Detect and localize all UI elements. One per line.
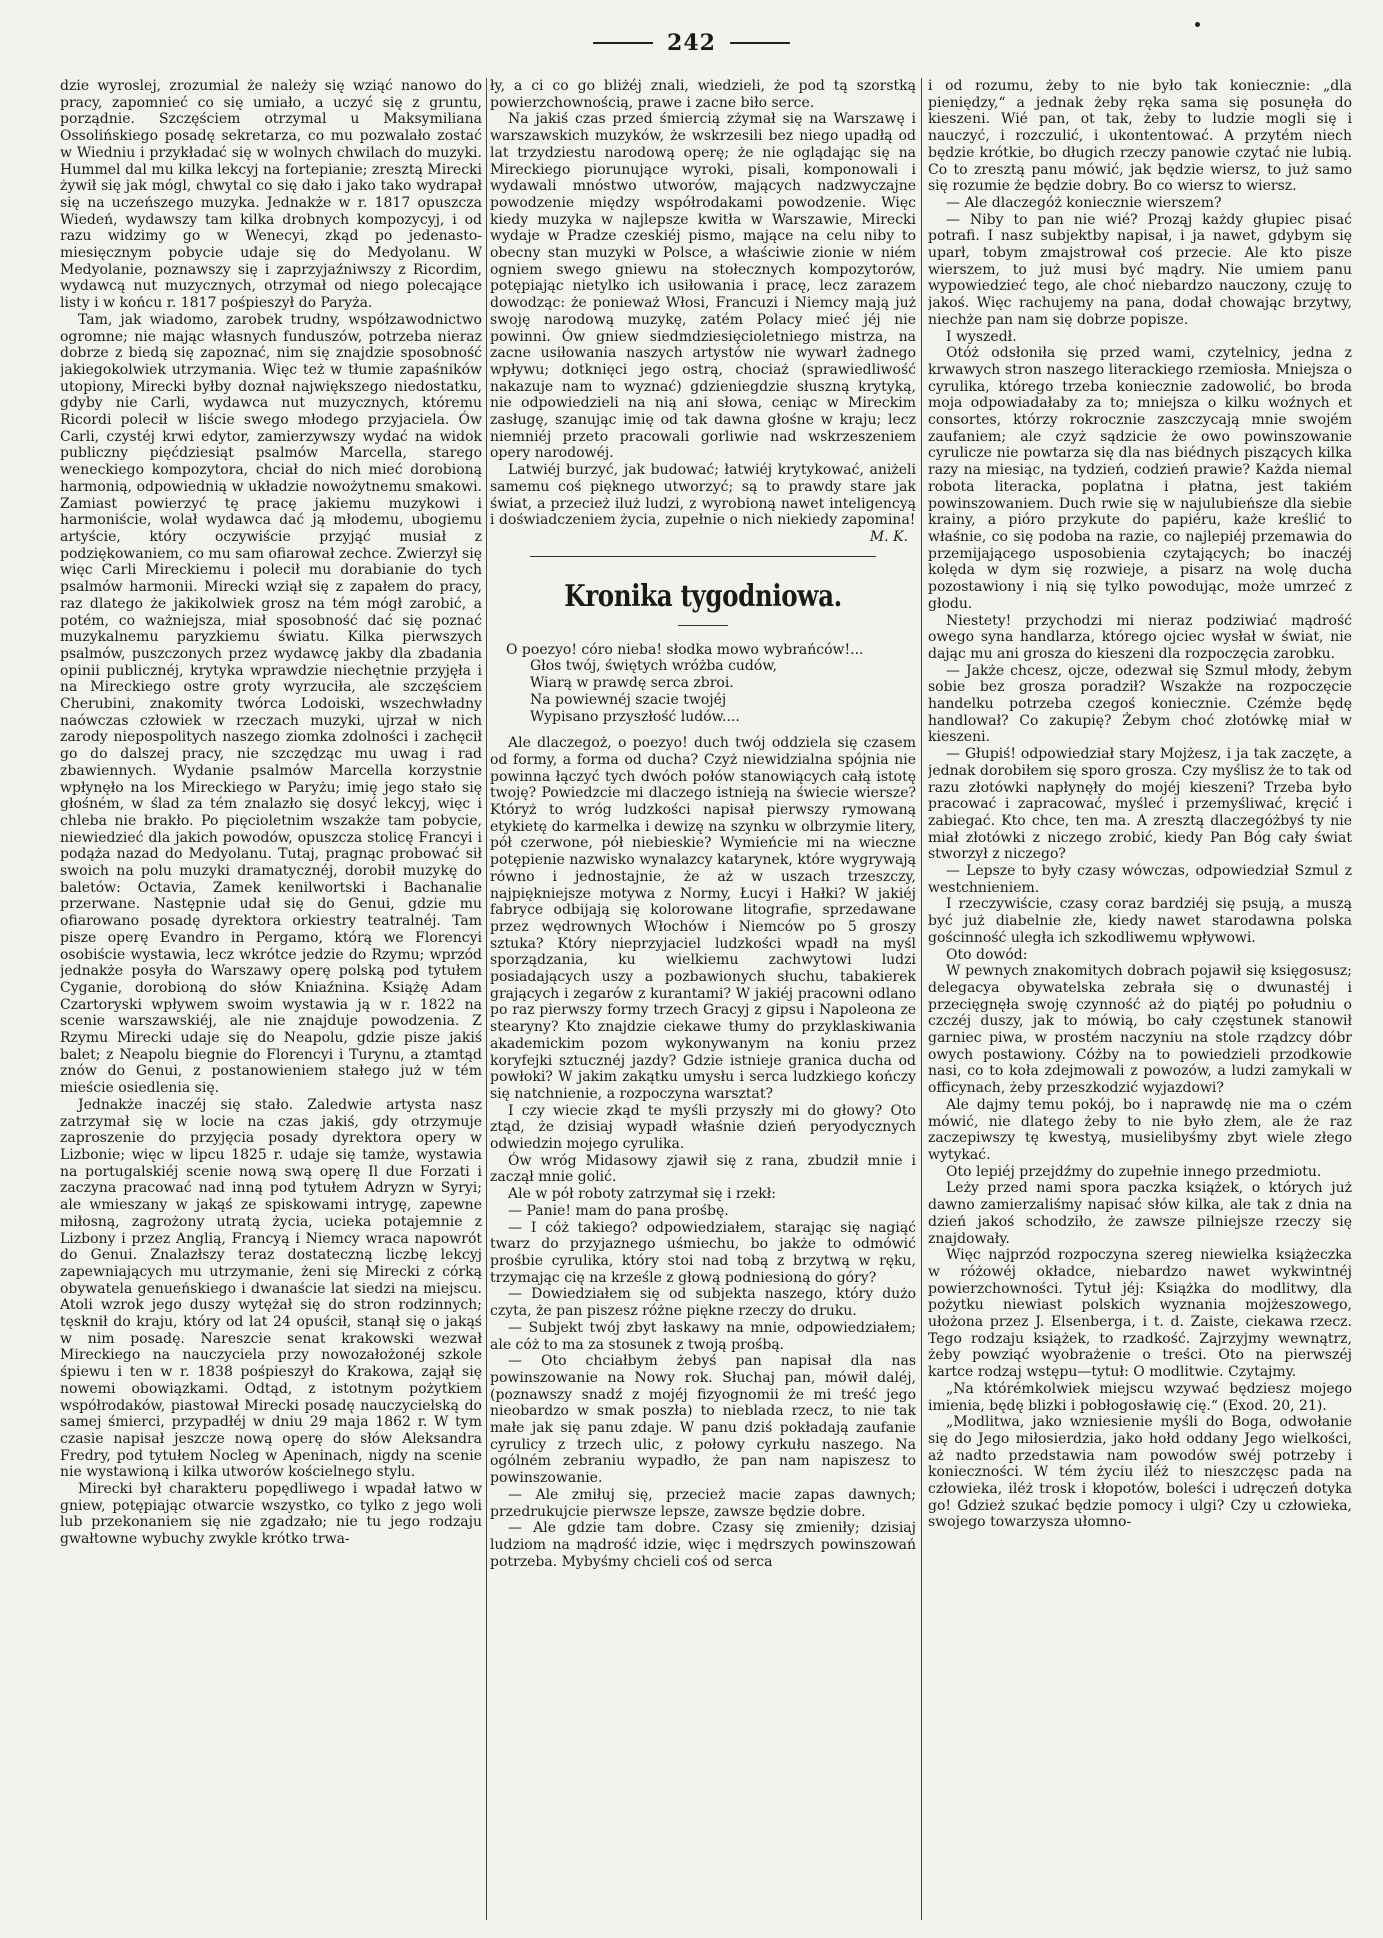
author-initials: M. K. [869, 528, 908, 545]
paragraph: dzie wyroslej, zrozumial że należy się wziąć nanowo do pracy, zapomnieć co się umiało, a uczyć się z gruntu, porządnie. Szczęściem otrzymal u Maksymiliana Ossolińskiego posadę sekretarza, co mu pozwalało zostać w Wiedniu i przykładać się w wolnych chwilach do muzyki. Hummel dal mu kilka lekcyj na fortepianie; zresztą Mirecki żywił się jak mógl, chwytal co się dało i jako tako wydrapał się na uczeńszego muzyka. Jednakże w r. 1817 opuszcza Wiedeń, wydawszy tam kilka drobnych kompozycyj, i od razu widzimy go w Wenecyi, zkąd po jedenasto-miesięcznym pobycie udaje się do Medyolanu. W Medyolanie, poznawszy się i zaprzyjaźniwszy z Ricordim, wydawcą nut muzycznych, otrzymał od niego polecające listy i w końcu r. 1817 pośpieszył do Paryża. [60, 78, 482, 312]
paragraph: W pewnych znakomitych dobrach pojawił się księgosusz; delegacya obywatelska zebrała się o dwunastéj i przecięgnęła swoję czynność aż do piątéj po południu o czczéj duszy, jak to mówią, bo cały częstunek stanowił garniec piwa, w prostém naczyniu na stole rządzcy dóbr owych postawiony. Cóżby na to powiedzieli przodkowie nasi, co to koła zdejmowali z powozów, a ludzi zamykali w officynach, żeby przeszkodzić wyjazdowi? [928, 963, 1352, 1097]
column-divider-2 [921, 78, 922, 1920]
paragraph: Ale dlaczegoż, o poezyo! duch twój oddziela się czasem od formy, a forma od ducha? Czyż niewidzialna spójnia nie powinna łączyć tych dwóch połów stanowiących całą istotę twoję? Powiedzcie mi dlaczego istnieją na świecie wiersze? Któryż to wróg ludzkości napisał pierwszy rymowaną etykietę do karmelka i dewizę na szynku w olbrzymie litery, pół czerwone, pół niebieskie? Wymieńcie mi na wieczne potępienie nazwisko wynalazcy katarynek, które wygrywają równo i jednostajnie, że aż w uszach trzeszczy, najpiękniejsze motywa z Normy, Łucyi i Hałki? W jakiéj fabryce odbijają się kolorowane litografie, sprzedawane przez wędrownych Włochów i Niemców po 5 groszy sztuka? Który nieprzyjaciel ludzkości wpadł na myśl sporządzania, ku wielkiemu zachwytowi ludzi posiadających uszy a pozbawionych słuchu, tabakierek grających i zegarów z kurantami? W jakiéj pracowni odlano po raz pierwszy formy trzech Gracyj z gipsu i Napoleona ze stearyny? Kto znajdzie ciekawe tłumy do przyklaskiwania akademickim pozom wykonywanym na koniu przez koryfejki sztucznéj jazdy? Gdzie istnieje granica ducha od powłoki? W jakim zakątku umysłu i serca ludzkiego kończy się natchnienie, a rozpoczyna warsztat? [490, 735, 916, 1102]
poem-epigraph [490, 642, 916, 726]
header-left-dash [593, 42, 653, 44]
paragraph: — Głupiś! odpowiedział stary Mojżesz, i ja tak zaczęte, a jednak dorobiłem się sporo grosza. Czy myślisz że to tak od razu złotówki napłynęły do mojéj kieszeni? Trzeba było pracować i zapracować, myśleć i przemyśliwać, kręcić i zabiegać. Kto chce, ten ma. A zresztą dlaczegóżbyś ty nie miał złotówki z niczego zrobić, kiedy Pan Bóg cały świat stworzył z niczego? [928, 746, 1352, 863]
paragraph: Ów wróg Midasowy zjawił się z rana, zbudził mnie i zaczął mnie golić. [490, 1152, 916, 1186]
poem-line: Wypisano przyszłość ludów.... [530, 708, 740, 725]
column-divider-1 [486, 78, 487, 1920]
paragraph: Tam, jak wiadomo, zarobek trudny, współzawodnictwo ogromne; nie mając własnych funduszów, potrzeba nieraz dobrze z biedą się zapoznać, nim się znajdzie sposobność jakiegokolwiek utrzymania. Więc też w tłumie zapaśników utopiony, Mirecki byłby doznał największego niedostatku, gdyby nie Carli, wydawca nut muzycznych, któremu Ricordi polecił w liście swego młodego przyjaciela. Ów Carli, czystéj krwi edytor, zamierzywszy wydać na widok publiczny pięćdziesiąt psalmów Marcella, starego weneckiego kompozytora, chciał do nich mieć dorobioną harmonią, odpowiednią w układzie nowożytnemu smakowi. Zamiast powierzyć tę pracę jakiemu muzykowi i harmoniście, wolał wydawca dać ją młodemu, ubogiemu artyście, który oczywiście przyjąć musiał z podziękowaniem, co mu sam ofiarował zechce. Zwierzył się więc Carli Mireckiemu i polecił mu dorabianie do tych psalmów harmonii. Mirecki wziął się z zapałem do pracy, raz dlatego że jakikolwiek grosz na tém mógł zarobić, a potém, co ważniejsza, miał sposobność dać się poznać muzykalnemu paryzkiemu światu. Kilka pierwszych psalmów, puszczonych przez wydawcę jakby dla zbadania opinii publicznéj, krytyka wprawdzie niechętnie przyjęła i na Mireckiego ostre groty wyrzuciła, ale szczęściem Cherubini, znakomity twórca Lodoiski, wszechwładny naówczas człowiek w rzeczach muzyki, ujrzał w nich zarody niepospolitych naszego ziomka zdolności i zachęcił go do dalszej pracy, nie szczędząc mu uwag i rad zbawiennych. Wydanie psalmów Marcella korzystnie wpłynęło na los Mireckiego w Paryżu; imię jego stało się głośném, w ślad za tém znalazło się dosyć lekcyj, więc i chleba nie brakło. Po pięcioletnim wszakże tam pobycie, niewiedzieć dla jakich powodów, opuszcza stolicę Francyi i podąża nazad do Medyolanu. Tutaj, pragnąc probować sił swoich na polu muzyki dramatycznéj, dorobił muzykę do baletów: Octavia, Zamek kenilwortski i Bachanalie przerwane. Następnie udał się do Genui, gdzie mu ofiarowano posadę dyrektora orkiestry teatralnéj. Tam pisze operę Evandro in Pergamo, którą we Florencyi osobiście wystawia, lecz wkrótce jedzie do Rzymu; wprzód jednakże posyła do Warszawy operę polską pod tytułem Cyganie, dorobioną do słów Kniaźnina. Książę Adam Czartoryski wpływem swoim wystawia ją w r. 1822 na scenie warszawskiéj, ale nie znajduje powodzenia. Z Rzymu Mirecki udaje się do Neapolu, gdzie pisze jakiś balet; z Neapolu biegnie do Florencyi i Turynu, a ztamtąd znów do Genui, z postanowieniem stałego już w tém mieście osiedlenia się. [60, 311, 482, 1097]
paragraph: Więc najprzód rozpoczyna szereg niewielka książeczka w różowéj okładce, niebardzo nawet wykwintnéj powierzchowności. Tytuł jéj: Książka do modlitwy, dla pożytku niewiast polskich wyznania mojżeszowego, ułożona przez J. Elsenberga, i t. d. Zaiste, ciekawa rzecz. Tego rodzaju książek, to rzadkość. Zajrzyjmy wewnątrz, żeby powziąć wyobrażenie o treści. Oto na pierwszéj kartce rodzaj wstępu—tytuł: O modlitwie. Czytajmy. [928, 1247, 1352, 1381]
paragraph: — Panie! mam do pana prośbę. [508, 1202, 729, 1219]
paragraph: „Na którémkolwiek miejscu wzywać będziesz mojego imienia, będę blizki i pobłogosławię cię.“ (Exod. 20, 21). [928, 1380, 1352, 1414]
column-2 [490, 78, 916, 1920]
paragraph: Jednakże inaczéj się stało. Zaledwie artysta nasz zatrzymał się w locie na czas jakiś, gdy otrzymuje zaproszenie do przyjęcia posady dyrektora opery w Lizbonie; więc w lipcu 1825 r. udaje się tamże, wystawia na portugalskiéj scenie nową swą operę Il due Forzati i zaczyna pracować nad inną pod tytułem Adryzn w Syryi; ale wmieszany w jakąś ze spiskowami intrygę, zapewne miłosną, zagrożony utratą życia, ucieka potajemnie z Lizbony i przez Anglią, Francyą i Niemcy wraca napowrót do Genui. Znalazłszy teraz dostateczną liczbę lekcyj zapewniających mu utrzymanie, żeni się Mirecki z córką obywatela genueńskiego i dwanaście lat siedzi na miejscu. Atoli wzrok jego duszy wytężał się do stron rodzinnych; tęsknił do kraju, który od lat 24 opuścił, stanął się o jakąś w nim posadę. Nareszcie senat krakowski wezwał Mireckiego na nauczyciela przy nowozałożonéj szkole śpiewu i ten w r. 1838 pośpieszył do Krakowa, zajął się nowemi obowiązkami. Odtąd, z istotnym pożytkiem współrodaków, piastował Mirecki posadę nauczycielską do samej śmierci, przypadłéj w dniu 29 maja 1862 r. W tym czasie napisał jeszcze nową operę do słów Aleksandra Fredry, pod tytułem Nocleg w Apeninach, nigdy na scenie nie wystawioną i kilka utworów kościelnego stylu. [60, 1096, 482, 1481]
paragraph: Ale w pół roboty zatrzymał się i rzekł: [508, 1186, 776, 1203]
paragraph: I czy wiecie zkąd te myśli przyszły mi do głowy? Oto ztąd, że dzisiaj wypadł właśnie dzień peryodycznych odwiedzin mojego cyrulika. [490, 1102, 916, 1153]
paragraph: Oto dowód: [946, 946, 1028, 963]
paragraph: Mirecki był charakteru popędliwego i wpadał łatwo w gniew, potępiając otwarcie wszystko, co tylko z jego woli lub przekonaniem się nie zgadzało; nie tu jego rodzaju gwałtowne wybuchy zwykle krótko trwa- [60, 1481, 482, 1548]
paragraph: Niestety! przychodzi mi nieraz podziwiać mądrość owego syna handlarza, którego ojciec wysłał w świat, nie dając mu ani grosza do kieszeni dla rozpoczęcia zarobku. [928, 612, 1352, 662]
corner-dot [1195, 22, 1200, 27]
paragraph: Ale dajmy temu pokój, bo i naprawdę nie ma o czém mówić, nie dlatego żeby to nie było złem, ale że raz zaczepiwszy tę kwestyą, musielibyśmy zbyt wiele złego wytykać. [928, 1096, 1352, 1163]
poem-line: Na powiewnéj szacie twojéj [530, 691, 727, 708]
paragraph: „Modlitwa, jako wzniesienie myśli do Boga, odwołanie się do Jego miłosierdzia, jako hołd oddany Jego wielkości, aż nadto przedstawia nam powodów swéj potrzeby i konieczności. W tém życiu iléż to nieszczęsc pada na człowieka, iléż trosk i kłopotów, boleści i udręczeń dotyka go! Gdzież szukać będzie pomocy i ulgi? Czy u człowieka, swojego towarzysza ułomno- [928, 1414, 1352, 1531]
paragraph: — Jakże chcesz, ojcze, odezwał się Szmul młody, żebym sobie bez grosza poradził? Wszakże na rozpoczęcie handelku potrzeba czegoś koniecznie. Czémże będę handlował? Co zakupię? Żebym choć złotówkę miał w kieszeni. [928, 662, 1352, 746]
page-header [0, 28, 1383, 58]
paragraph: — Niby to pan nie wié? Proząj każdy głupiec pisać potrafi. I nasz subjektby napisał, i ja nawet, gdybym się uparł, tobym zmajstrował coś przecie. Ale kto pisze wierszem, to już musi być mądry. Nie umiem panu wypowiedzieć tego, ale choć niebardzo nauczony, czuję to jakoś. Więc rachujemy na pana, dodał chowając brzytwy, niechże pan nam się dobrze popisze. [928, 211, 1352, 328]
paragraph: I wyszedł. [946, 328, 1017, 345]
paragraph: — I cóż takiego? odpowiedziałem, starając się nagiąć twarz do przyjaznego uśmiechu, bo jakże to odmówić prośbie cyrulika, który stoi nad tobą z brzytwą w ręku, trzymając cię na krześle z głową podniesioną do góry? [490, 1219, 916, 1286]
column-1 [60, 78, 482, 1920]
header-right-dash [730, 42, 790, 44]
paragraph: Oto lepiéj przejdźmy do zupełnie innego przedmiotu. [946, 1163, 1322, 1180]
poem-line: O poezyo! córo nieba! słodka mowo wybrańców!... [506, 641, 864, 658]
paragraph: — Dowiedziałem się od subjekta naszego, który dużo czyta, że pan piszesz różne piękne rzeczy do druku. [490, 1286, 916, 1320]
poem-line: Wiarą w prawdę serca zbroi. [530, 675, 734, 692]
paragraph: Latwiéj burzyć, jak budować; łatwiéj krytykować, aniżeli samemu coś pięknego utworzyć; są to prawdy stare jak świat, a przecież iluż ludzi, z wyrobioną nawet inteligencyą i doświadczeniem życia, zupełnie o nich niekiedy zapomina! [490, 462, 916, 529]
paragraph: — Ale zmiłuj się, przecież macie zapas dawnych; przedrukujcie pierwsze lepsze, zawsze będzie dobre. [490, 1486, 916, 1520]
paragraph: ły, a ci co go bliżéj znali, wiedzieli, że pod tą szorstką powierzchownością, prawe i zacne biło serce. [490, 78, 916, 111]
paragraph: — Ale dlaczegóż koniecznie wierszem? [946, 194, 1222, 211]
paragraph: — Subjekt twój zbyt łaskawy na mnie, odpowiedziałem; ale cóż to ma za stosunek z twoją prośbą. [490, 1319, 916, 1353]
paragraph: Leży przed nami spora paczka książek, o których już dawno zamierzaliśmy napisać słów kilka, ale tak z dnia na dzień jakoś schodziło, że zawsze pilniejsze rzeczy się znajdowały. [928, 1180, 1352, 1247]
paragraph: — Ale gdzie tam dobre. Czasy się zmieniły; dzisiaj ludziom na mądrość idzie, więc i mędrszych powinszowań potrzeba. Mybyśmy chcieli coś od serca [490, 1520, 916, 1570]
section-title: Kronika tygodniowa. [564, 578, 842, 614]
page-number: 242 [667, 30, 716, 56]
paragraph: Na jakiś czas przed śmiercią zżymał się na Warszawę i warszawskich muzyków, że wskrzesili bez niego upadłą od lat trzydziestu narodową operę; że nie oglądając się na Mireckiego piorunujące wyroki, pisali, komponowali i wydawali mnóstwo utworów, mających nadzwyczajne powodzenie między współrodakami powodzenie. Więc kiedy muzyka w najlepsze kwitła w Warszawie, Mirecki wydaje w Pradze czeskiéj pismo, mające na celu niby to obecny stan muzyki w Polsce, a właściwie zionie w niém ogniem swego gniewu na stołecznych kompozytorów, potępiając nietylko ich usiłowania i pracę, lecz zarazem dowodząc: że ponieważ Włosi, Francuzi i Niemcy mają już swoję narodową muzykę, zatém Polacy mieć jéj nie powinni. Ów gniew siedmdziesięcioletniego mistrza, na zacne usiłowania naszych artystów nie wywarł żadnego wpływu; dotknięci jego ostrą, chociaż (sprawiedliwość nakazuje nam to wyznać) gdzieniegdzie słuszną krytyką, nie odpowiedzieli na nią ani słowa, ceniąc w Mireckim zasługę, szanując imię od tak dawna głośne w kraju; lecz niemniéj przeto pracowali gorliwie nad wskrzeszeniem opery narodowéj. [490, 111, 916, 462]
paragraph: — Lepsze to były czasy wówczas, odpowiedział Szmul z westchnieniem. [928, 863, 1352, 896]
paragraph: I rzeczywiście, czasy coraz bardziéj się psują, a muszą być już diabelnie złe, kiedy nawet starodawna polska gościnność uległa ich szkodliwemu wpływowi. [928, 896, 1352, 946]
poem-line: Głos twój, świętych wróżba cudów, [530, 658, 778, 675]
signed-paragraph [490, 462, 916, 529]
section-separator [530, 556, 876, 557]
paragraph: i od rozumu, żeby to nie było tak koniecznie: „dla pieniędzy,“ a jednak żeby ręka sama się posunęła do kieszeni. Wié pan, ot tak, żeby to ludzie mogli się i nauczyć, i rozczulić, i ukontentować. A przytém niech będzie krótkie, bo długich rzeczy panowie czytać nie lubią. Co to zresztą panu mówić, jak będzie wiersz, to już samo się rozumie że będzie dobry. Bo co wiersz to wiersz. [928, 78, 1352, 195]
paragraph: Otóż odsłoniła się przed wami, czytelnicy, jedna z krwawych stron naszego literackiego rzemiosła. Mniejsza o cyrulika, którego trzeba koniecznie zadowolić, bo broda moja odpowiadałaby za to; mniejsza o kilku woźnych et consortes, którzy rokrocznie zaszczycają mnie swojém zaufaniem; ale czyż sądzicie że owo powinszowanie cyrulicze nie powtarza się dla nas biédnych piszących kilka razy na miesiąc, na tydzień, codzień prawie? Każda niemal robota literacka, poplatna i płatna, jest takiém powinszowaniem. Duch rwie się w najulubieńsze dla siebie krainy, a pióro przykute do papiéru, każe kreślić to właśnie, co się podoba na razie, co najlepiéj przemawia do przemijającego usposobienia czytających; bo inaczéj kolęda w dym się rozwieje, a pisarz na wolę ducha pozostawiony i nią się tylko powodując, może umrzeć z głodu. [928, 345, 1352, 612]
paragraph: — Oto chciałbym żebyś pan napisał dla nas powinszowanie na Nowy rok. Słuchaj pan, mówił daléj, (poznawszy snadź z mojéj fizyognomii że mi treść jego nieobardzo w smak poszła) to nieblada rzecz, to nie tak małe jak się panu zdaje. W panu dziś pokładają zaufanie cyrulicy z trzech ulic, z połowy cyrkułu naszego. Na ogólném zebraniu wypadło, że pan nam napiszesz to powinszowanie. [490, 1353, 916, 1487]
title-underline [678, 625, 728, 626]
column-3 [928, 78, 1352, 1920]
signature-line [490, 529, 916, 546]
